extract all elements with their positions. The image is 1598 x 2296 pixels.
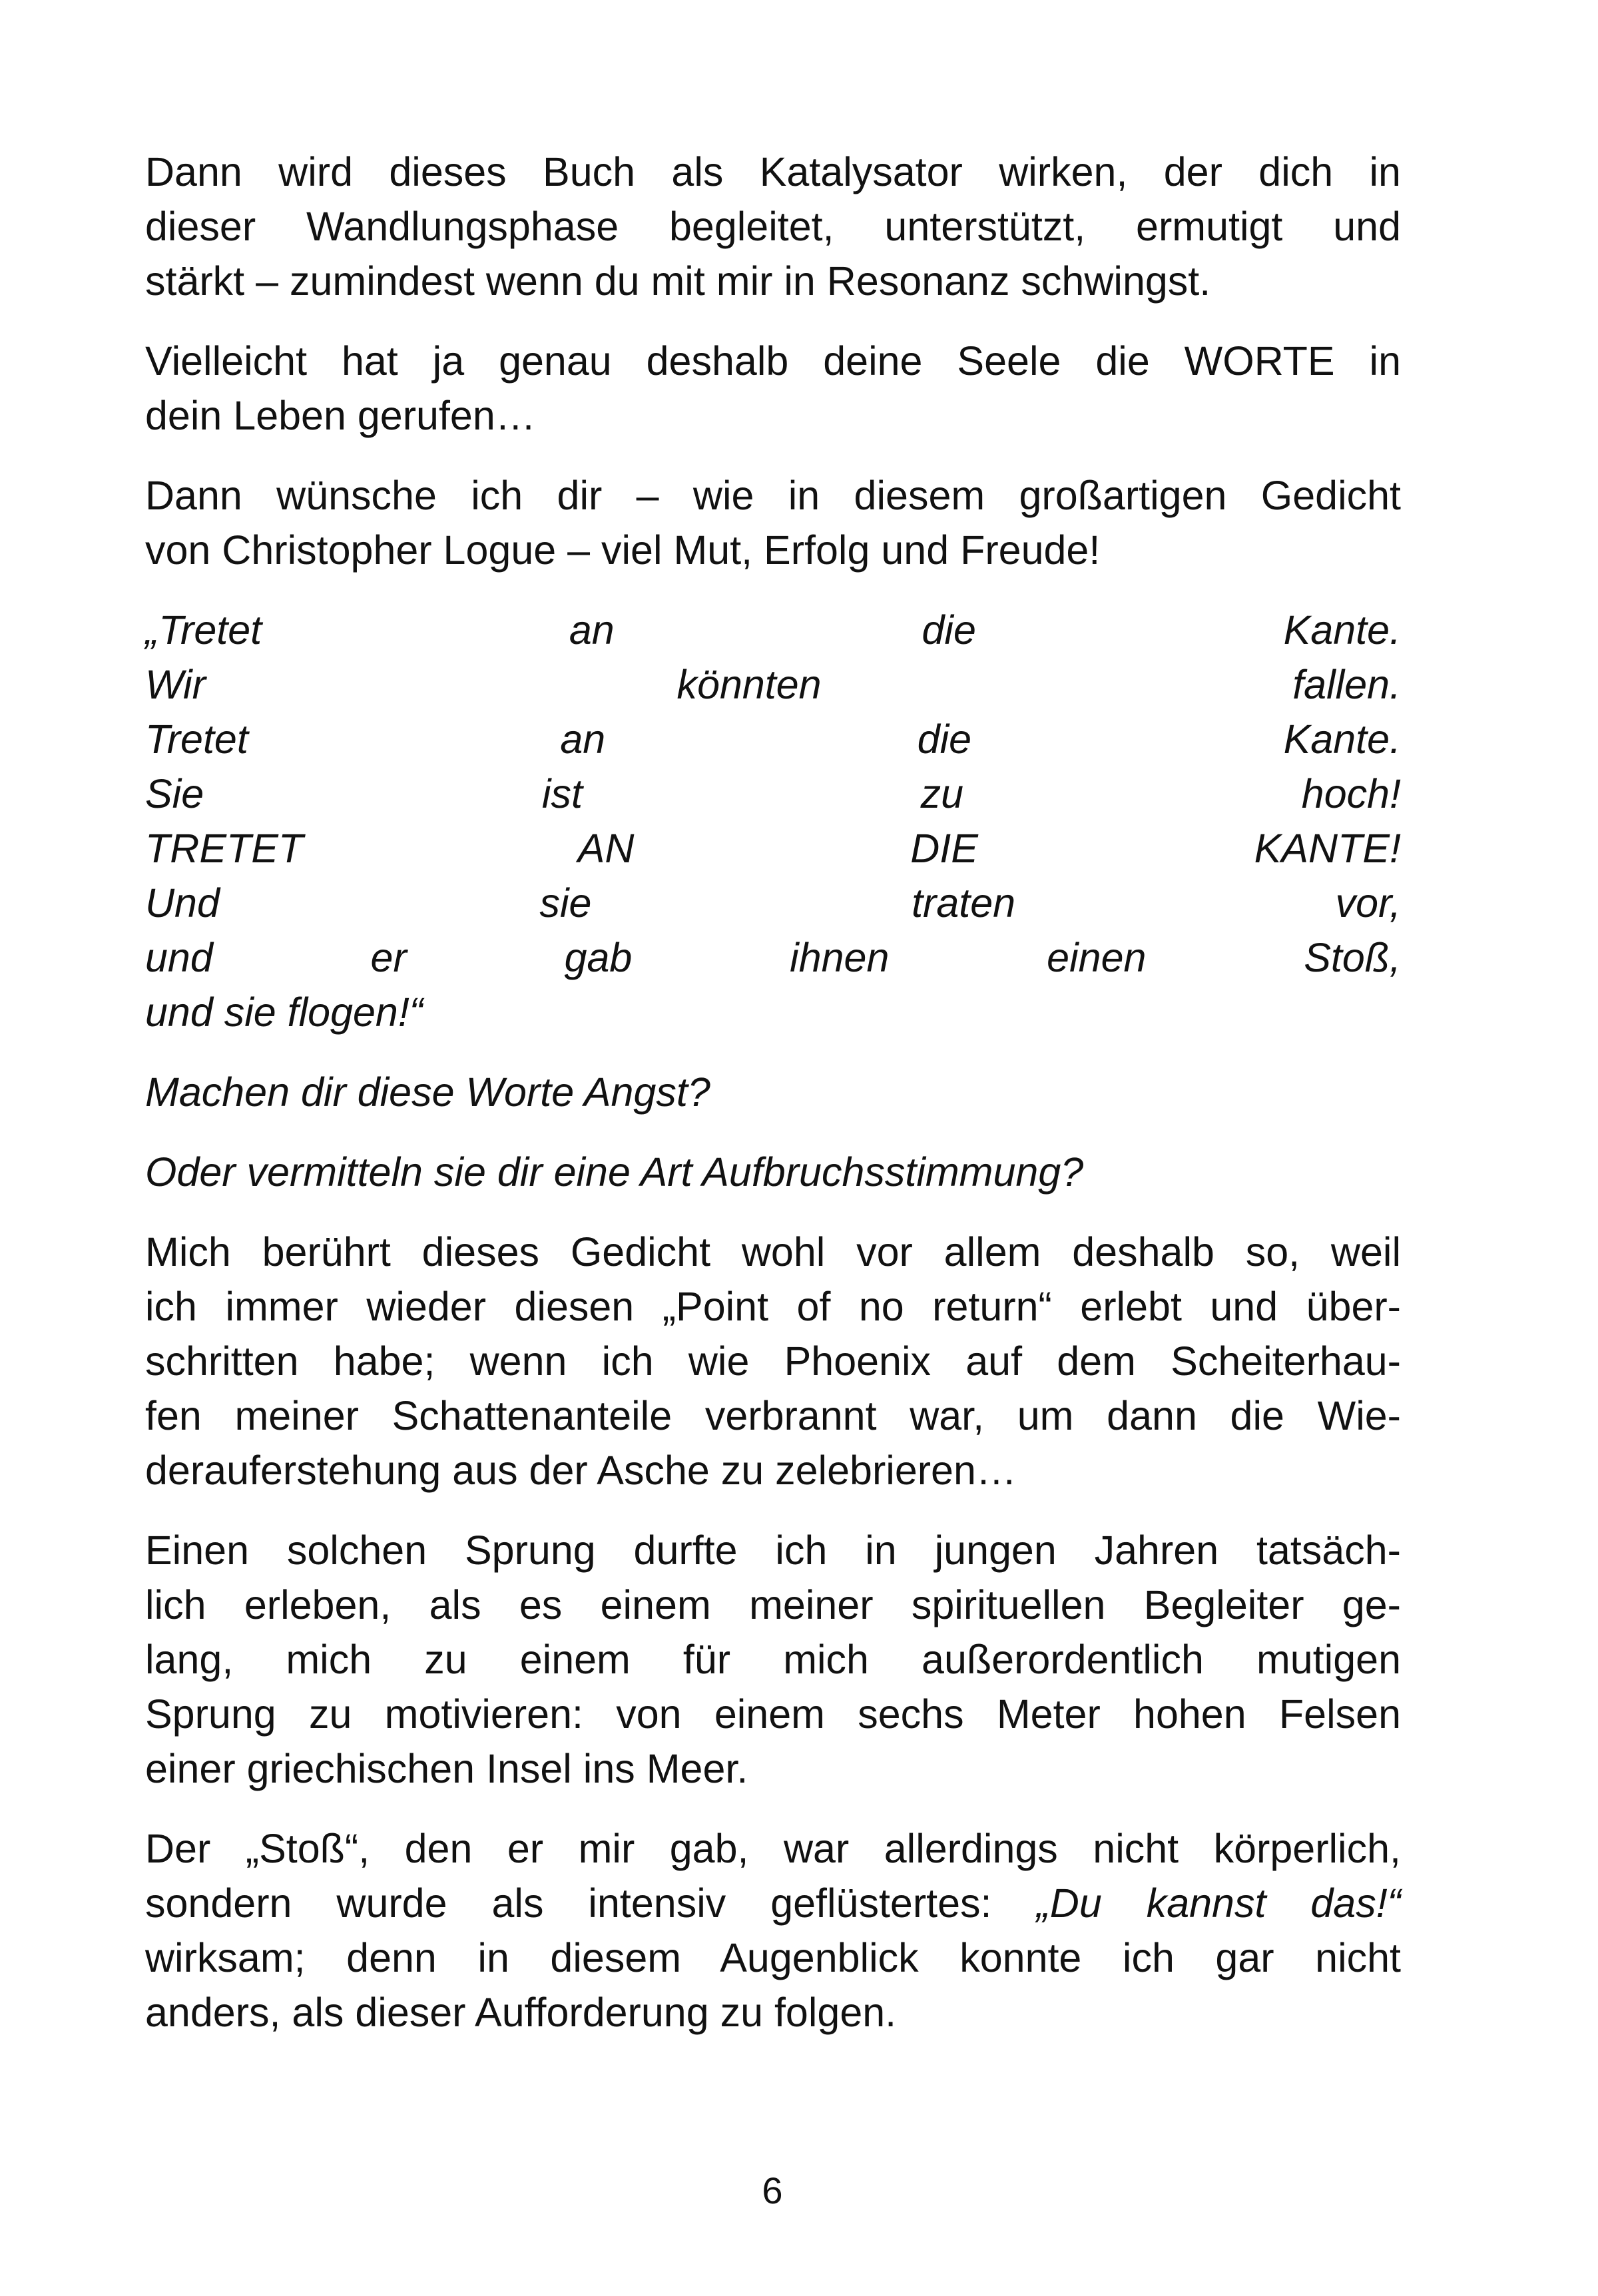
text-line: Sprung zu motivieren: von einem sechs Meter hohen Felsen: [145, 1691, 1401, 1737]
text-line: Einen solchen Sprung durfte ich in jungen Jahren tatsäch-: [145, 1528, 1401, 1573]
text-line: und er gab ihnen einen Stoß,: [145, 935, 1401, 980]
text-line: Dann wird dieses Buch als Katalysator wirken, der dich in: [145, 149, 1401, 194]
text-line: einer griechischen Insel ins Meer.: [145, 1746, 748, 1791]
text-line: anders, als dieser Aufforderung zu folgen.: [145, 1990, 897, 2035]
text-line: Machen dir diese Worte Angst?: [145, 1069, 710, 1115]
text-line: dieser Wandlungsphase begleitet, unterstützt, ermutigt und: [145, 204, 1401, 249]
paragraph: [145, 144, 1401, 308]
paragraph: [145, 468, 1401, 577]
text-line: von Christopher Logue – viel Mut, Erfolg und Freude!: [145, 527, 1101, 573]
text-line: „Tretet an die Kante.: [145, 607, 1401, 653]
text-line: TRETET AN DIE KANTE!: [145, 826, 1401, 871]
text-line: lang, mich zu einem für mich außerordentlich mutigen: [145, 1637, 1401, 1682]
text-line: wirksam; denn in diesem Augenblick konnte ich gar nicht: [145, 1935, 1401, 1980]
paragraph: [145, 1225, 1401, 1498]
text-line: Tretet an die Kante.: [145, 717, 1401, 762]
text-line: Vielleicht hat ja genau deshalb deine Seele die WORTE in: [145, 338, 1401, 384]
page-body: [145, 144, 1401, 2065]
text-line: Dann wünsche ich dir – wie in diesem großartigen Gedicht: [145, 473, 1401, 518]
paragraph: [145, 1523, 1401, 1796]
text-line: Wir könnten fallen.: [145, 662, 1401, 707]
italic-quote: „Du kannst das!“: [1036, 1880, 1401, 1926]
text-line: Der „Stoß“, den er mir gab, war allerdings nicht körperlich,: [145, 1826, 1401, 1871]
text-line: [145, 1876, 1401, 1930]
paragraph: [145, 1065, 1401, 1119]
text-line: Mich berührt dieses Gedicht wohl vor allem deshalb so, weil: [145, 1229, 1401, 1275]
text-line: Oder vermitteln sie dir eine Art Aufbruchsstimmung?: [145, 1149, 1084, 1195]
text-line: dein Leben gerufen…: [145, 393, 536, 438]
text-line: ich immer wieder diesen „Point of no return“ erlebt und über-: [145, 1284, 1401, 1329]
text-line: Sie ist zu hoch!: [145, 771, 1401, 816]
paragraph: [145, 334, 1401, 443]
text-line: stärkt – zumindest wenn du mit mir in Resonanz schwingst.: [145, 258, 1211, 304]
text-line: schritten habe; wenn ich wie Phoenix auf dem Scheiterhau-: [145, 1338, 1401, 1384]
text-line: und sie flogen!“: [145, 990, 423, 1035]
text-line: lich erleben, als es einem meiner spirituellen Begleiter ge-: [145, 1582, 1401, 1627]
page-number: 6: [762, 2169, 783, 2211]
poem-quote: [145, 603, 1401, 1039]
text-line: derauferstehung aus der Asche zu zelebrieren…: [145, 1448, 1017, 1493]
paragraph: [145, 1821, 1401, 2040]
paragraph: [145, 1145, 1401, 1199]
text-line: fen meiner Schattenanteile verbrannt war, um dann die Wie-: [145, 1393, 1401, 1438]
text-segment: sondern wurde als intensiv geflüstertes:: [145, 1880, 1037, 1926]
text-line: Und sie traten vor,: [145, 880, 1401, 926]
